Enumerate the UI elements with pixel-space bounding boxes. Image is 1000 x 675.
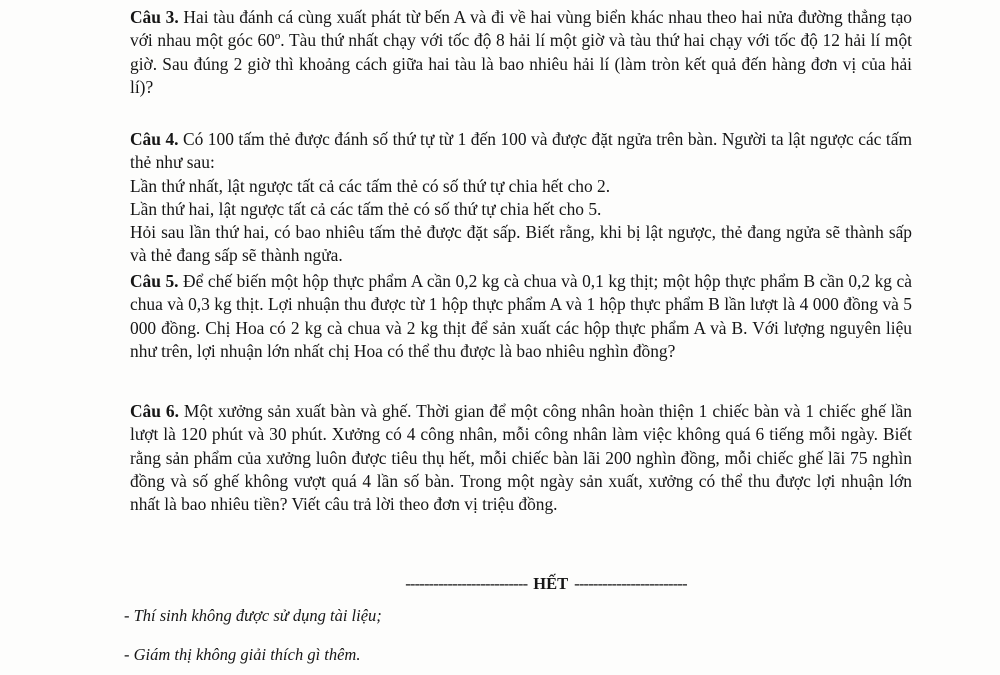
question-4-line-2: Lần thứ hai, lật ngược tất cả các tấm thẻ có số thứ tự chia hết cho 5. bbox=[130, 198, 602, 219]
question-6 bbox=[130, 400, 912, 516]
question-3 bbox=[130, 6, 912, 99]
question-5-label: Câu 5. bbox=[130, 271, 179, 291]
question-3-paragraph bbox=[130, 6, 912, 99]
question-4-label: Câu 4. bbox=[130, 129, 179, 149]
question-5-text: Để chế biến một hộp thực phẩm A cần 0,2 kg cà chua và 0,1 kg thịt; một hộp thực phẩm B cần 0,2 kg cà chua và 0,3 kg thịt. Lợi nhuận thu được từ 1 hộp thực phẩm A và 1 hộp thực phẩm B lần lượt là 4 000 đồng và 5 000 đồng. Chị Hoa có 2 kg cà chua và 2 kg thịt để sản xuất các hộp thực phẩm A và B. Với lượng nguyên liệu như trên, lợi nhuận lớn nhất chị Hoa có thể thu được là bao nhiêu nghìn đồng? bbox=[130, 271, 912, 361]
question-6-text: Một xưởng sản xuất bàn và ghế. Thời gian để một công nhân hoàn thiện 1 chiếc bàn và 1 chiếc ghế lần lượt là 120 phút và 30 phút. Xưởng có 4 công nhân, mỗi công nhân làm việc không quá 6 tiếng mỗi ngày. Biết rằng sản phẩm của xưởng luôn được tiêu thụ hết, mỗi chiếc bàn lãi 200 nghìn đồng, mỗi chiếc ghế lãi 75 nghìn đồng và số ghế không vượt quá 4 lần số bàn. Trong một ngày sản xuất, xưởng có thể thu được lợi nhuận lớn nhất là bao nhiêu tiền? Viết câu trả lời theo đơn vị triệu đồng. bbox=[130, 401, 912, 515]
question-3-label: Câu 3. bbox=[130, 7, 179, 27]
question-5 bbox=[130, 270, 912, 363]
question-4-paragraph bbox=[130, 128, 912, 175]
note-no-materials: - Thí sinh không được sử dụng tài liệu; bbox=[124, 606, 382, 625]
end-label: HẾT bbox=[533, 574, 569, 593]
question-4-line-3: Hỏi sau lần thứ hai, có bao nhiêu tấm thẻ được đặt sấp. Biết rằng, khi bị lật ngược, thẻ đang ngửa sẽ thành sấp và thẻ đang sấp sẽ thành ngửa. bbox=[130, 222, 912, 266]
question-6-label: Câu 6. bbox=[130, 401, 179, 421]
question-6-paragraph bbox=[130, 400, 912, 516]
question-3-text: Hai tàu đánh cá cùng xuất phát từ bến A và đi về hai vùng biển khác nhau theo hai nửa đường thẳng tạo với nhau một góc 60º. Tàu thứ nhất chạy với tốc độ 8 hải lí một giờ và tàu thứ hai chạy với tốc độ 12 hải lí một giờ. Sau đúng 2 giờ thì khoảng cách giữa hai tàu là bao nhiêu hải lí (làm tròn kết quả đến hàng đơn vị của hải lí)? bbox=[130, 7, 912, 97]
question-4-line-1: Lần thứ nhất, lật ngược tất cả các tấm thẻ có số thứ tự chia hết cho 2. bbox=[130, 175, 611, 196]
note-no-explanation: - Giám thị không giải thích gì thêm. bbox=[124, 645, 361, 664]
end-right-dashes: ------------------------ bbox=[574, 574, 687, 593]
end-left-dashes: -------------------------- bbox=[405, 574, 528, 593]
question-5-paragraph bbox=[130, 270, 912, 363]
question-4-text: Có 100 tấm thẻ được đánh số thứ tự từ 1 đến 100 và được đặt ngửa trên bàn. Người ta lật ngược các tấm thẻ như sau: bbox=[130, 129, 912, 173]
question-4 bbox=[130, 128, 912, 268]
end-marker bbox=[350, 573, 742, 595]
